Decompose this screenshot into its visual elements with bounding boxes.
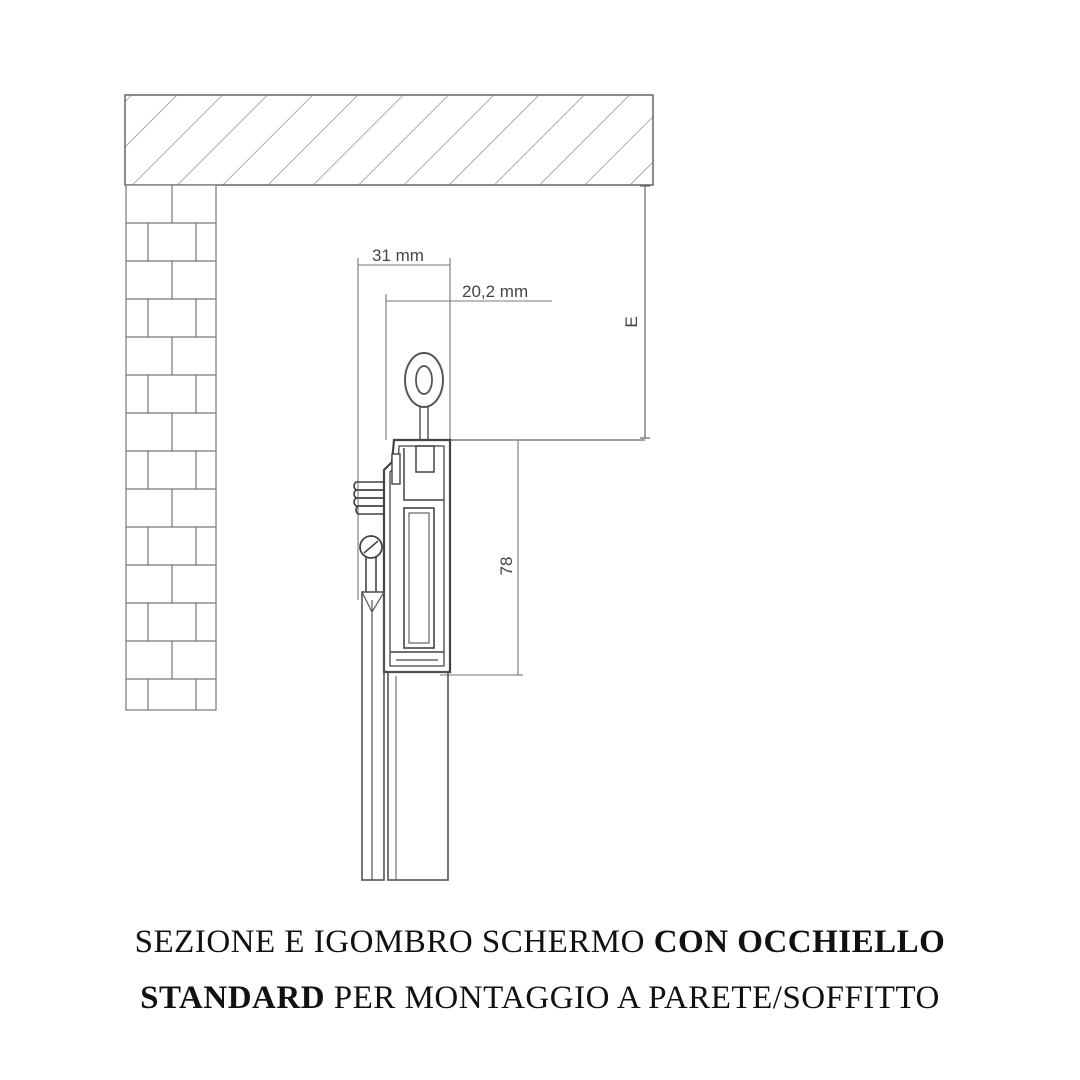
brick-wall <box>126 185 216 710</box>
dimension-20mm-label: 20,2 mm <box>462 282 529 301</box>
caption-line1-bold: CON OCCHIELLO <box>653 924 946 960</box>
caption-line-2 <box>0 980 1080 1017</box>
caption-line2-bold: STANDARD <box>140 980 326 1016</box>
caption-line-1 <box>0 924 1080 961</box>
dimension-31mm-label: 31 mm <box>372 246 424 265</box>
dimension-e <box>440 186 650 440</box>
profile-section <box>384 440 450 672</box>
dimension-e-label: E <box>622 316 641 328</box>
dimension-78-label: 78 <box>497 556 516 576</box>
ceiling-slab <box>125 95 653 185</box>
eyelet <box>405 353 443 440</box>
caption-line1-normal: SEZIONE E IGOMBRO SCHERMO <box>134 924 654 960</box>
caption-line2-normal: PER MONTAGGIO A PARETE/SOFFITTO <box>325 980 940 1016</box>
